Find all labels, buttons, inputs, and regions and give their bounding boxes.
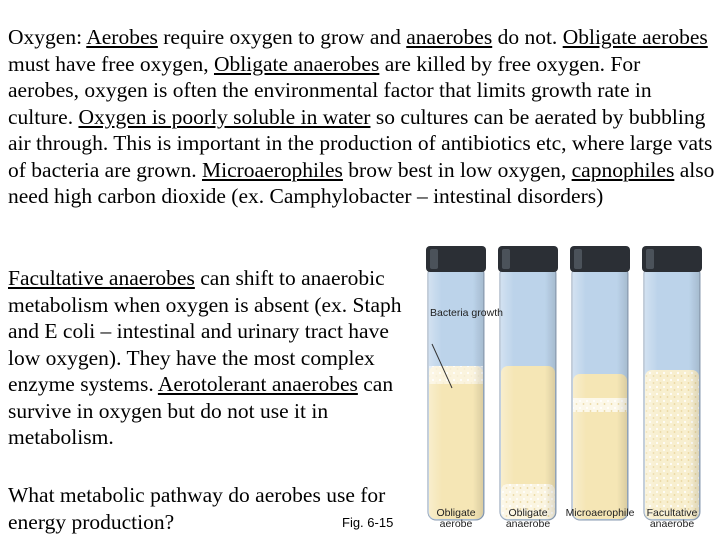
tube-shine: [428, 266, 484, 520]
tube-shine: [644, 266, 700, 520]
term-aerobes: Aerobes: [86, 25, 158, 49]
tube-label: Facultative anaerobe: [646, 507, 698, 530]
text-span: are killed by free oxygen. For aerobes, oxygen is often the environmental factor that limits growth rate in culture.: [8, 51, 652, 129]
tube-label: Obligate anaerobe: [505, 507, 551, 530]
cap-highlight: [502, 249, 510, 269]
text-span: must have free oxygen,: [8, 51, 214, 76]
test-tube: [498, 246, 558, 520]
cap-highlight: [430, 249, 438, 269]
test-tube: [570, 246, 630, 520]
term-facultative-anaerobes: Facultative anaerobes: [8, 266, 195, 290]
tube-label: Microaerophile: [565, 507, 635, 519]
facultative-paragraph: [8, 265, 408, 451]
tube-shine: [572, 266, 628, 520]
test-tube-figure: [410, 238, 720, 540]
term-capnophiles: capnophiles: [571, 157, 675, 182]
test-tube: [642, 246, 702, 520]
term-aerotolerant-anaerobes: Aerotolerant anaerobes: [157, 372, 358, 396]
text-span: do not.: [492, 25, 563, 49]
question-paragraph: What metabolic pathway do aerobes use for energy production?: [8, 483, 386, 534]
bacteria-growth-label: Bacteria growth: [430, 307, 503, 319]
figure-caption: Fig. 6-15: [342, 515, 394, 530]
text-span: can survive in oxygen but do not use it in metabolism.: [8, 372, 394, 449]
text-span: also need high carbon dioxide (ex. Camphylobacter – intestinal disorders): [8, 157, 715, 208]
text-span: require oxygen to grow and: [157, 25, 407, 49]
cap-highlight: [646, 249, 654, 269]
term-oxygen-solubility: Oxygen is poorly soluble in water: [78, 104, 371, 129]
term-obligate-aerobes: Obligate aerobes: [562, 25, 708, 49]
test-tubes-illustration: [410, 238, 720, 540]
tube-label: Obligate aerobe: [436, 507, 476, 530]
text-span: brow best in low oxygen,: [342, 157, 572, 182]
oxygen-paragraph: [8, 24, 716, 210]
text-span: so cultures can be aerated by bubbling air through. This is important in the production of antibiotics etc, where large vats of bacteria are grown.: [8, 104, 713, 182]
test-tube: [426, 246, 486, 520]
text-span: Oxygen:: [8, 25, 87, 49]
cap-highlight: [574, 249, 582, 269]
text-span: can shift to anaerobic metabolism when oxygen is absent (ex. Staph and E coli – intestinal and urinary tract have low oxygen). They have the most complex enzyme systems.: [8, 266, 402, 396]
term-microaerophiles: Microaerophiles: [202, 157, 343, 182]
tube-shine: [500, 266, 556, 520]
term-obligate-anaerobes: Obligate anaerobes: [213, 51, 380, 76]
term-anaerobes: anaerobes: [406, 25, 493, 49]
